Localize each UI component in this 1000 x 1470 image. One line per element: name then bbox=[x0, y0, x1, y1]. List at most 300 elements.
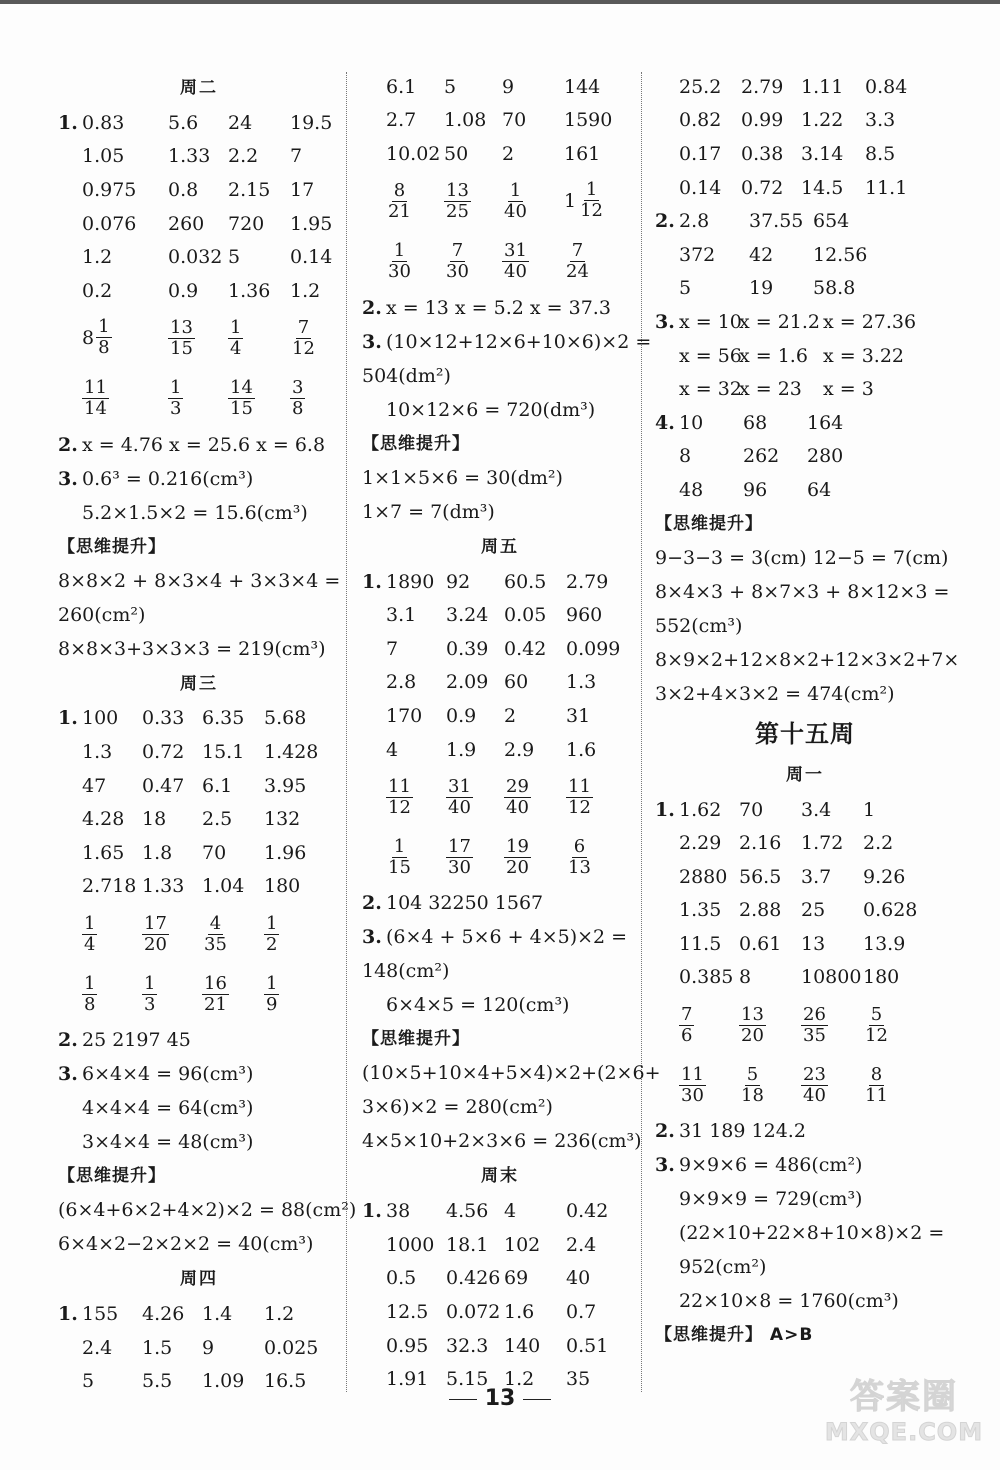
fraction bbox=[504, 837, 531, 878]
fraction bbox=[386, 241, 413, 282]
question-number: 3. bbox=[58, 1063, 78, 1086]
answer-grid bbox=[362, 1194, 638, 1396]
answer-cell bbox=[386, 239, 444, 282]
fraction-body bbox=[566, 837, 593, 878]
fraction-numerator: 1 bbox=[98, 316, 110, 338]
answer-cell: 1.4 bbox=[202, 1302, 233, 1325]
answer-cell bbox=[863, 1063, 923, 1106]
answer-cell: 70 bbox=[739, 798, 764, 821]
fraction-body bbox=[679, 1005, 694, 1046]
fraction bbox=[202, 974, 229, 1015]
answer-line bbox=[58, 598, 340, 632]
answer-text: 31 189 124.2 bbox=[679, 1120, 806, 1143]
fraction bbox=[386, 777, 413, 818]
answer-grid bbox=[58, 106, 340, 428]
answer-cell: 48 bbox=[679, 478, 704, 501]
answer-cell: 5.6 bbox=[168, 111, 199, 134]
answer-cell: 38 bbox=[386, 1200, 411, 1223]
fraction-numerator: 4 bbox=[209, 912, 222, 934]
answer-cell: 25.2 bbox=[679, 75, 722, 98]
answer-row bbox=[58, 802, 340, 836]
answer-row bbox=[655, 70, 955, 104]
answer-cell: 11.1 bbox=[865, 176, 908, 199]
answer-grid bbox=[655, 70, 955, 204]
answer-cell bbox=[142, 912, 202, 955]
fraction bbox=[446, 837, 473, 878]
answer-grid bbox=[362, 565, 638, 887]
answer-cell: 6.1 bbox=[386, 75, 417, 98]
answer-cell: 60.5 bbox=[504, 570, 547, 593]
fraction-denominator: 35 bbox=[803, 1024, 826, 1046]
fraction bbox=[801, 1065, 828, 1106]
answer-text: 6×4×5 = 120(cm³) bbox=[386, 994, 570, 1017]
answer-cell: 2.8 bbox=[679, 210, 710, 233]
fraction-numerator: 1 bbox=[170, 377, 182, 399]
answer-row bbox=[362, 766, 638, 826]
fraction-denominator: 12 bbox=[388, 796, 411, 818]
answer-text: 952(cm²) bbox=[679, 1256, 767, 1279]
answer-cell: 1.09 bbox=[202, 1370, 245, 1393]
answer-line bbox=[362, 920, 638, 954]
fraction-body bbox=[502, 241, 529, 282]
answer-line bbox=[362, 988, 638, 1022]
answer-cell: 25 bbox=[801, 899, 826, 922]
watermark-text: 答案圈 bbox=[850, 1376, 958, 1417]
answer-cell: 8 bbox=[739, 966, 752, 989]
fraction-denominator: 40 bbox=[504, 261, 527, 283]
answer-text: 0.6³ = 0.216(cm³) bbox=[82, 467, 254, 490]
answer-line bbox=[362, 1056, 661, 1090]
day-heading: 周四 bbox=[180, 1269, 218, 1290]
thinking-section-label: 【思维提升】 A>B bbox=[655, 1325, 814, 1346]
answer-row bbox=[655, 204, 955, 238]
fraction-denominator: 12 bbox=[568, 796, 591, 818]
answer-cell bbox=[446, 775, 504, 818]
answer-line bbox=[362, 495, 638, 529]
fraction-numerator: 1 bbox=[509, 180, 522, 202]
answer-cell: 37.55 bbox=[749, 210, 804, 233]
answer-cell bbox=[502, 179, 564, 222]
answer-cell: 1.33 bbox=[168, 145, 211, 168]
answer-row bbox=[58, 1331, 340, 1365]
fraction-numerator: 14 bbox=[230, 377, 253, 399]
answer-text: 25 2197 45 bbox=[82, 1029, 191, 1052]
answer-line bbox=[58, 1057, 340, 1091]
answer-cell: 0.61 bbox=[739, 932, 782, 955]
answer-row bbox=[362, 699, 638, 733]
answer-cell: 1.8 bbox=[142, 841, 173, 864]
answer-cell bbox=[504, 775, 566, 818]
fraction-body bbox=[863, 1065, 890, 1106]
answer-cell: 3.7 bbox=[801, 865, 832, 888]
answer-cell: 3.24 bbox=[446, 604, 489, 627]
answer-cell bbox=[228, 316, 290, 359]
answer-cell: 180 bbox=[264, 875, 301, 898]
answer-row bbox=[58, 274, 340, 308]
answer-cell bbox=[566, 835, 626, 878]
question-number: 2. bbox=[362, 892, 382, 915]
answer-cell: 2.16 bbox=[739, 832, 782, 855]
answer-cell: 2.2 bbox=[863, 832, 894, 855]
answer-cell: 262 bbox=[743, 445, 780, 468]
fraction-numerator: 13 bbox=[170, 317, 193, 339]
answer-cell: 6.1 bbox=[202, 774, 233, 797]
answer-text: 552(cm³) bbox=[655, 614, 743, 637]
answer-line bbox=[655, 1284, 955, 1318]
fraction-body bbox=[444, 241, 471, 282]
question-number: 2. bbox=[362, 296, 382, 319]
answer-line bbox=[58, 428, 340, 462]
answer-text: 104 32250 1567 bbox=[386, 892, 544, 915]
fraction bbox=[82, 378, 109, 419]
answer-line bbox=[655, 1148, 955, 1182]
answer-cell: 1.33 bbox=[142, 875, 185, 898]
answer-cell: 1.2 bbox=[504, 1368, 535, 1391]
fraction-numerator: 1 bbox=[230, 317, 242, 339]
fraction-denominator: 40 bbox=[504, 201, 527, 223]
fraction-denominator: 21 bbox=[204, 993, 227, 1015]
answer-cell bbox=[564, 239, 624, 282]
answer-row bbox=[58, 702, 340, 736]
fraction-denominator: 30 bbox=[681, 1084, 704, 1106]
fraction bbox=[290, 318, 317, 359]
answer-cell: 6.35 bbox=[202, 707, 245, 730]
answer-cell bbox=[82, 317, 168, 358]
fraction-body bbox=[504, 777, 531, 818]
answer-cell bbox=[801, 1003, 863, 1046]
answer-cell bbox=[82, 972, 142, 1015]
fraction-body bbox=[82, 914, 97, 955]
answer-cell: 2 bbox=[504, 704, 517, 727]
answer-cell: 1000 bbox=[386, 1233, 435, 1256]
answer-cell: x = 23 bbox=[739, 378, 802, 401]
fraction-body bbox=[290, 378, 305, 419]
answer-cell: 1890 bbox=[386, 570, 435, 593]
fraction-body bbox=[386, 241, 413, 282]
fraction bbox=[504, 777, 531, 818]
answer-cell: 18 bbox=[142, 808, 167, 831]
answer-cell: x = 3 bbox=[823, 378, 874, 401]
answer-cell: 68 bbox=[743, 411, 768, 434]
question-number: 3. bbox=[655, 1154, 675, 1177]
fraction bbox=[566, 777, 593, 818]
answer-cell: 3.1 bbox=[386, 604, 417, 627]
answer-cell: 1.2 bbox=[264, 1302, 295, 1325]
answer-text: 9×9×6 = 486(cm²) bbox=[679, 1154, 863, 1177]
answer-cell: 1.5 bbox=[142, 1336, 173, 1359]
answer-cell: x = 3.22 bbox=[823, 344, 905, 367]
answer-cell: 70 bbox=[502, 109, 527, 132]
answer-line bbox=[58, 1125, 340, 1159]
fraction bbox=[444, 181, 471, 222]
fraction-body bbox=[82, 974, 97, 1015]
answer-cell: 0.14 bbox=[679, 176, 722, 199]
answer-cell: 4.26 bbox=[142, 1302, 185, 1325]
answer-text: (6×4 + 5×6 + 4×5)×2 = bbox=[386, 926, 628, 949]
answer-cell bbox=[168, 316, 228, 359]
answer-cell: 10.02 bbox=[386, 142, 441, 165]
answer-cell: 1.91 bbox=[386, 1368, 429, 1391]
fraction-numerator: 17 bbox=[144, 912, 167, 934]
answer-cell: x = 1.6 bbox=[739, 344, 808, 367]
answer-cell: 654 bbox=[813, 210, 850, 233]
answer-line bbox=[655, 575, 955, 609]
answer-cell: 0.42 bbox=[504, 637, 547, 660]
answer-cell: 280 bbox=[807, 445, 844, 468]
fraction-body bbox=[446, 837, 473, 878]
answer-cell bbox=[739, 1003, 801, 1046]
answer-cell: 19 bbox=[749, 277, 774, 300]
answer-cell: 58.8 bbox=[813, 277, 856, 300]
answer-cell: 0.82 bbox=[679, 109, 722, 132]
fraction-numerator: 5 bbox=[870, 1003, 883, 1025]
answer-text: 3×4×4 = 48(cm³) bbox=[82, 1131, 254, 1154]
answer-line bbox=[58, 632, 340, 666]
answer-row bbox=[362, 632, 638, 666]
fraction-denominator: 18 bbox=[741, 1084, 764, 1106]
fraction-denominator: 15 bbox=[230, 398, 253, 420]
question-number: 3. bbox=[655, 310, 675, 333]
answer-line bbox=[58, 496, 340, 530]
fraction bbox=[264, 974, 279, 1015]
answer-grid bbox=[58, 702, 340, 1024]
fraction-numerator: 7 bbox=[297, 317, 310, 339]
fraction-numerator: 7 bbox=[451, 240, 464, 262]
answer-line bbox=[58, 1091, 340, 1125]
answer-cell: 1.9 bbox=[446, 738, 477, 761]
fraction-denominator: 14 bbox=[84, 398, 107, 420]
answer-cell: 8.5 bbox=[865, 142, 896, 165]
answer-cell: 4 bbox=[386, 738, 399, 761]
answer-cell: 18.1 bbox=[446, 1233, 489, 1256]
answer-cell: 1.2 bbox=[82, 246, 113, 269]
answer-cell bbox=[739, 1063, 801, 1106]
answer-row bbox=[58, 207, 340, 241]
answer-cell bbox=[386, 179, 444, 222]
answer-row bbox=[362, 733, 638, 767]
fraction bbox=[290, 378, 305, 419]
answer-cell: 1.65 bbox=[82, 841, 125, 864]
answer-cell bbox=[290, 376, 350, 419]
answer-cell: 0.628 bbox=[863, 899, 918, 922]
answer-cell: 1.22 bbox=[801, 109, 844, 132]
answer-text: 5.2×1.5×2 = 15.6(cm³) bbox=[82, 501, 308, 524]
day-heading: 周三 bbox=[180, 673, 218, 694]
answer-line bbox=[655, 609, 955, 643]
fraction-numerator: 23 bbox=[803, 1063, 826, 1085]
fraction-numerator: 1 bbox=[393, 836, 406, 858]
fraction-denominator: 3 bbox=[170, 398, 182, 420]
answer-cell: 5 bbox=[228, 246, 241, 269]
answer-text: 8×4×3 + 8×7×3 + 8×12×3 = bbox=[655, 580, 950, 603]
fraction-numerator: 11 bbox=[568, 776, 591, 798]
answer-cell: 3.95 bbox=[264, 774, 307, 797]
answer-text: 1×7 = 7(dm³) bbox=[362, 500, 495, 523]
answer-row bbox=[58, 735, 340, 769]
answer-line bbox=[655, 541, 955, 575]
fraction bbox=[228, 318, 243, 359]
answer-row bbox=[58, 903, 340, 963]
answer-text: 8×9×2+12×8×2+12×3×2+7× bbox=[655, 648, 960, 671]
answer-text: 4×4×4 = 64(cm³) bbox=[82, 1097, 254, 1120]
fraction-body bbox=[168, 318, 195, 359]
fraction-denominator: 11 bbox=[865, 1084, 888, 1106]
answer-cell: 0.51 bbox=[566, 1334, 609, 1357]
fraction-body bbox=[444, 181, 471, 222]
answer-cell: 100 bbox=[82, 707, 119, 730]
answer-cell: 56.5 bbox=[739, 865, 782, 888]
answer-cell: 5 bbox=[679, 277, 692, 300]
answer-cell: 0.385 bbox=[679, 966, 734, 989]
answer-cell: 1.2 bbox=[290, 279, 321, 302]
answer-cell: 64 bbox=[807, 478, 832, 501]
fraction-numerator: 1 bbox=[84, 972, 96, 994]
fraction-numerator: 1 bbox=[585, 179, 598, 201]
answer-line bbox=[362, 359, 638, 393]
answer-cell bbox=[82, 912, 142, 955]
answer-line bbox=[362, 461, 638, 495]
answer-cell: 1.6 bbox=[566, 738, 597, 761]
answer-row bbox=[58, 240, 340, 274]
answer-line bbox=[58, 462, 340, 496]
answer-cell: 2.718 bbox=[82, 875, 137, 898]
answer-text: x = 4.76 x = 25.6 x = 6.8 bbox=[82, 433, 326, 456]
answer-row bbox=[655, 339, 955, 373]
fraction-numerator: 8 bbox=[393, 180, 406, 202]
answer-cell: 40 bbox=[566, 1267, 591, 1290]
answer-text: 4×5×10+2×3×6 = 236(cm³) bbox=[362, 1130, 642, 1153]
answer-line bbox=[655, 1250, 955, 1284]
fraction-numerator: 17 bbox=[448, 836, 471, 858]
answer-row bbox=[655, 1054, 955, 1114]
question-number: 1. bbox=[362, 1200, 382, 1223]
fraction-numerator: 1 bbox=[144, 972, 156, 994]
fraction bbox=[801, 1005, 828, 1046]
answer-cell: 0.032 bbox=[168, 246, 223, 269]
answer-grid bbox=[655, 204, 955, 305]
fraction-denominator: 15 bbox=[388, 856, 411, 878]
fraction bbox=[739, 1005, 766, 1046]
fraction-numerator: 16 bbox=[204, 972, 227, 994]
answer-line bbox=[362, 291, 638, 325]
answer-row bbox=[58, 836, 340, 870]
answer-line bbox=[655, 1114, 955, 1148]
answer-cell: x = 21.2 bbox=[739, 310, 821, 333]
answer-cell: 164 bbox=[807, 411, 844, 434]
answer-row bbox=[58, 1297, 340, 1331]
fraction bbox=[142, 914, 169, 955]
question-number: 4. bbox=[655, 411, 675, 434]
fraction-denominator: 12 bbox=[292, 338, 315, 360]
fraction-denominator: 40 bbox=[448, 796, 471, 818]
thinking-section-label: 【思维提升】 bbox=[58, 1166, 166, 1187]
answer-row bbox=[655, 372, 955, 406]
answer-line bbox=[362, 325, 652, 359]
answer-cell: 155 bbox=[82, 1302, 119, 1325]
answer-cell: 1.3 bbox=[566, 671, 597, 694]
fraction-denominator: 3 bbox=[144, 993, 156, 1015]
answer-cell bbox=[863, 1003, 923, 1046]
fraction-numerator: 13 bbox=[741, 1003, 764, 1025]
answer-row bbox=[58, 870, 340, 904]
answer-text: 504(dm²) bbox=[362, 364, 451, 387]
answer-text: 1×1×5×6 = 30(dm²) bbox=[362, 466, 563, 489]
answer-cell bbox=[679, 1003, 739, 1046]
answer-cell: 2880 bbox=[679, 865, 728, 888]
answer-cell: 2.09 bbox=[446, 671, 489, 694]
answer-text: (22×10+22×8+10×8)×2 = bbox=[679, 1222, 945, 1245]
answer-text: 3×2+4×3×2 = 474(cm²) bbox=[655, 682, 895, 705]
fraction bbox=[444, 241, 471, 282]
answer-cell bbox=[504, 835, 566, 878]
answer-cell bbox=[264, 912, 324, 955]
answer-row bbox=[655, 305, 955, 339]
fraction-denominator: 20 bbox=[506, 856, 529, 878]
answer-row bbox=[655, 473, 955, 507]
fraction-numerator: 3 bbox=[292, 377, 304, 399]
answer-cell bbox=[446, 835, 504, 878]
column-right bbox=[655, 70, 960, 1352]
answer-cell: 7 bbox=[386, 637, 399, 660]
answer-cell: 0.7 bbox=[566, 1300, 597, 1323]
answer-row bbox=[362, 598, 638, 632]
fraction-denominator: 25 bbox=[446, 201, 469, 223]
answer-cell bbox=[82, 376, 168, 419]
answer-row bbox=[58, 963, 340, 1023]
answer-cell: 0.426 bbox=[446, 1267, 501, 1290]
answer-cell: 1.35 bbox=[679, 899, 722, 922]
answer-row bbox=[655, 961, 955, 995]
fraction-denominator: 12 bbox=[580, 200, 603, 222]
answer-text: 8×8×3+3×3×3 = 219(cm³) bbox=[58, 637, 326, 660]
answer-cell: 1.96 bbox=[264, 841, 307, 864]
answer-cell bbox=[679, 1063, 739, 1106]
answer-cell: 12.56 bbox=[813, 243, 868, 266]
question-number: 1. bbox=[58, 707, 78, 730]
answer-cell: 5.68 bbox=[264, 707, 307, 730]
day-heading: 周二 bbox=[180, 78, 218, 98]
answer-cell: 2.88 bbox=[739, 899, 782, 922]
answer-row bbox=[362, 104, 638, 138]
answer-cell: 0.17 bbox=[679, 142, 722, 165]
answer-cell: 9 bbox=[502, 75, 515, 98]
answer-row bbox=[655, 406, 955, 440]
fraction-body bbox=[566, 777, 593, 818]
answer-cell: 1 bbox=[863, 798, 876, 821]
fraction-body bbox=[578, 180, 605, 221]
answer-text: 6×4×4 = 96(cm³) bbox=[82, 1063, 254, 1086]
answer-row bbox=[58, 106, 340, 140]
answer-cell: 0.2 bbox=[82, 279, 113, 302]
fraction-body bbox=[228, 318, 243, 359]
answer-cell: 2.4 bbox=[82, 1336, 113, 1359]
fraction-denominator: 13 bbox=[568, 856, 591, 878]
answer-row bbox=[655, 994, 955, 1054]
fraction-denominator: 8 bbox=[292, 398, 304, 420]
answer-row bbox=[58, 140, 340, 174]
fraction-numerator: 1 bbox=[266, 912, 278, 934]
answer-cell: 2.7 bbox=[386, 109, 417, 132]
answer-cell: 3.3 bbox=[865, 109, 896, 132]
answer-cell bbox=[142, 972, 202, 1015]
thinking-section-label: 【思维提升】 bbox=[362, 433, 470, 454]
fraction-denominator: 12 bbox=[865, 1024, 888, 1046]
answer-cell: 12.5 bbox=[386, 1300, 429, 1323]
question-number: 3. bbox=[362, 926, 382, 949]
fraction-numerator: 19 bbox=[506, 836, 529, 858]
answer-cell: 0.9 bbox=[446, 704, 477, 727]
fraction-body bbox=[142, 914, 169, 955]
